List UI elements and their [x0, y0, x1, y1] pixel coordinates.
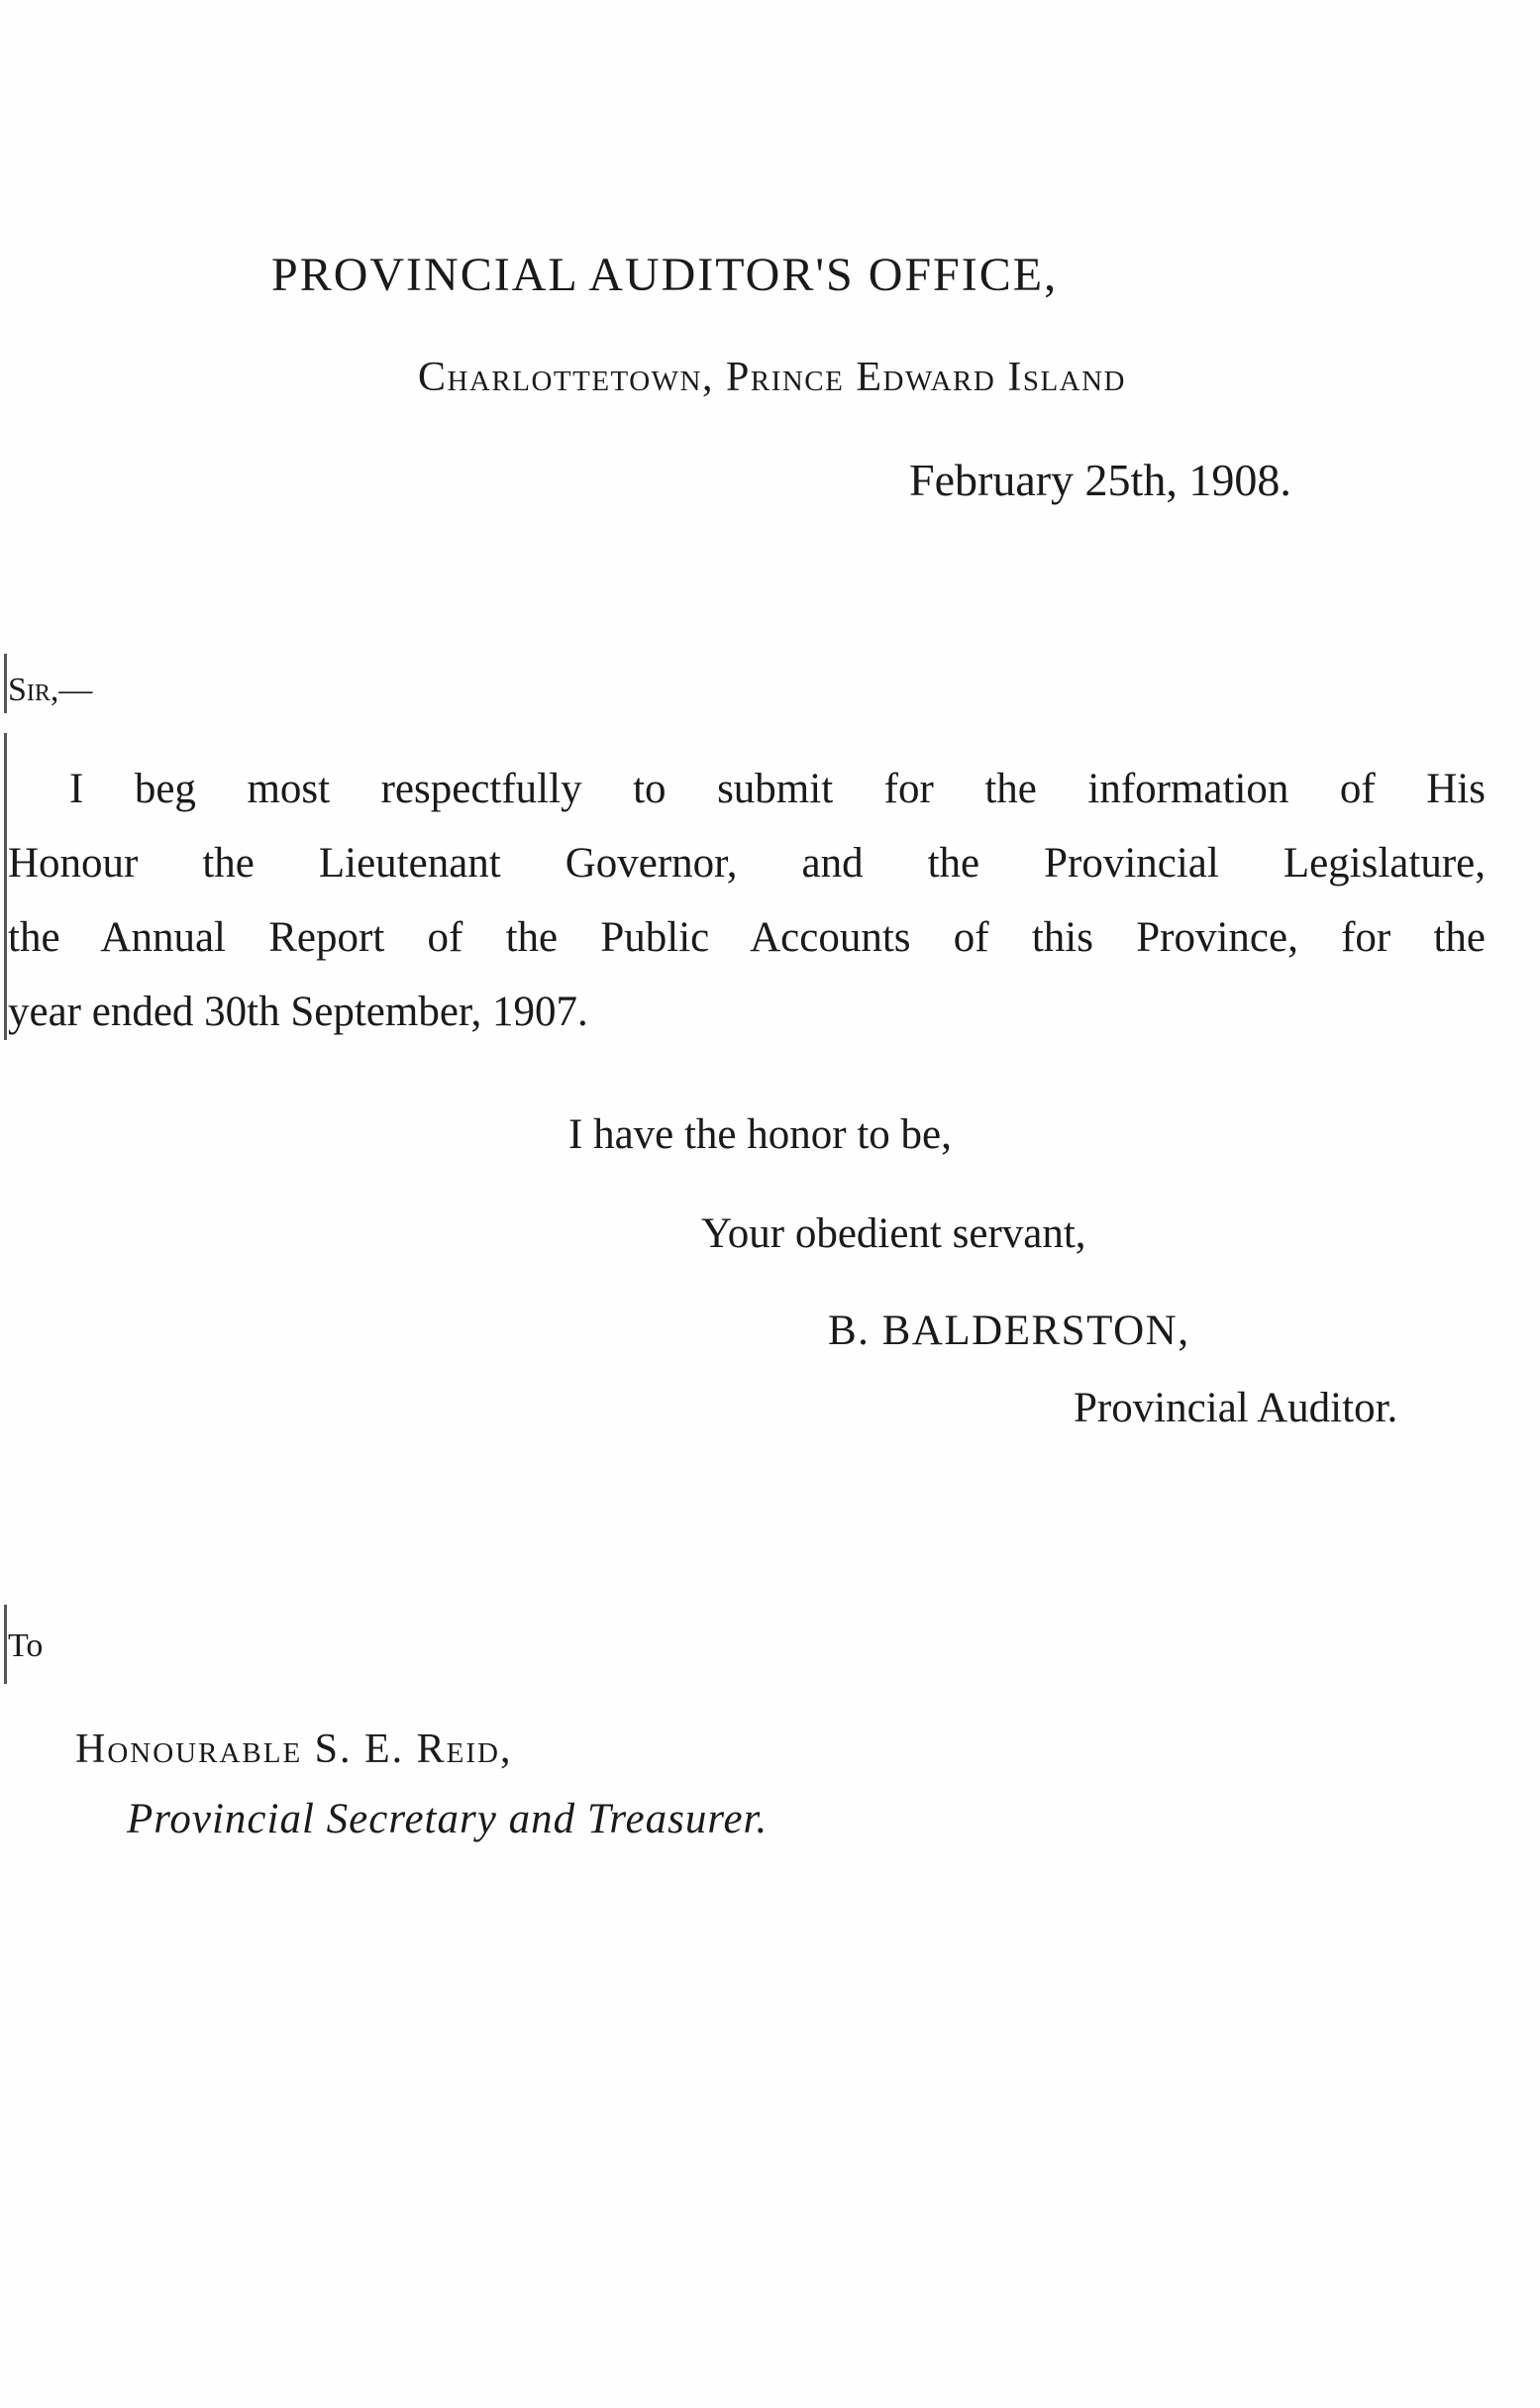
closing-phrase: I have the honor to be,	[568, 1111, 952, 1158]
servant-phrase: Your obedient servant,	[701, 1210, 1086, 1257]
to-label: To	[8, 1627, 44, 1664]
margin-scan-mark	[4, 733, 7, 1040]
body-line: year ended 30th September, 1907.	[8, 989, 588, 1035]
margin-scan-mark	[4, 1605, 7, 1684]
body-line: Honour the Lieutenant Governor, and the Provincial Legislature,	[8, 840, 1486, 887]
body-line: I beg most respectfully to submit for the information of His	[69, 766, 1486, 812]
office-location: Charlottetown, Prince Edward Island	[418, 355, 1126, 400]
margin-scan-mark	[4, 654, 7, 713]
letter-date: February 25th, 1908.	[909, 455, 1291, 505]
addressee-name: Honourable S. E. Reid,	[75, 1727, 513, 1772]
signer-title: Provincial Auditor.	[1074, 1385, 1398, 1431]
signer-name: B. BALDERSTON,	[828, 1308, 1190, 1354]
salutation: Sir,—	[8, 672, 93, 708]
addressee-role: Provincial Secretary and Treasurer.	[127, 1796, 769, 1842]
body-line: the Annual Report of the Public Accounts of this Province, for the	[8, 914, 1486, 961]
office-title: PROVINCIAL AUDITOR'S OFFICE,	[271, 249, 1059, 301]
